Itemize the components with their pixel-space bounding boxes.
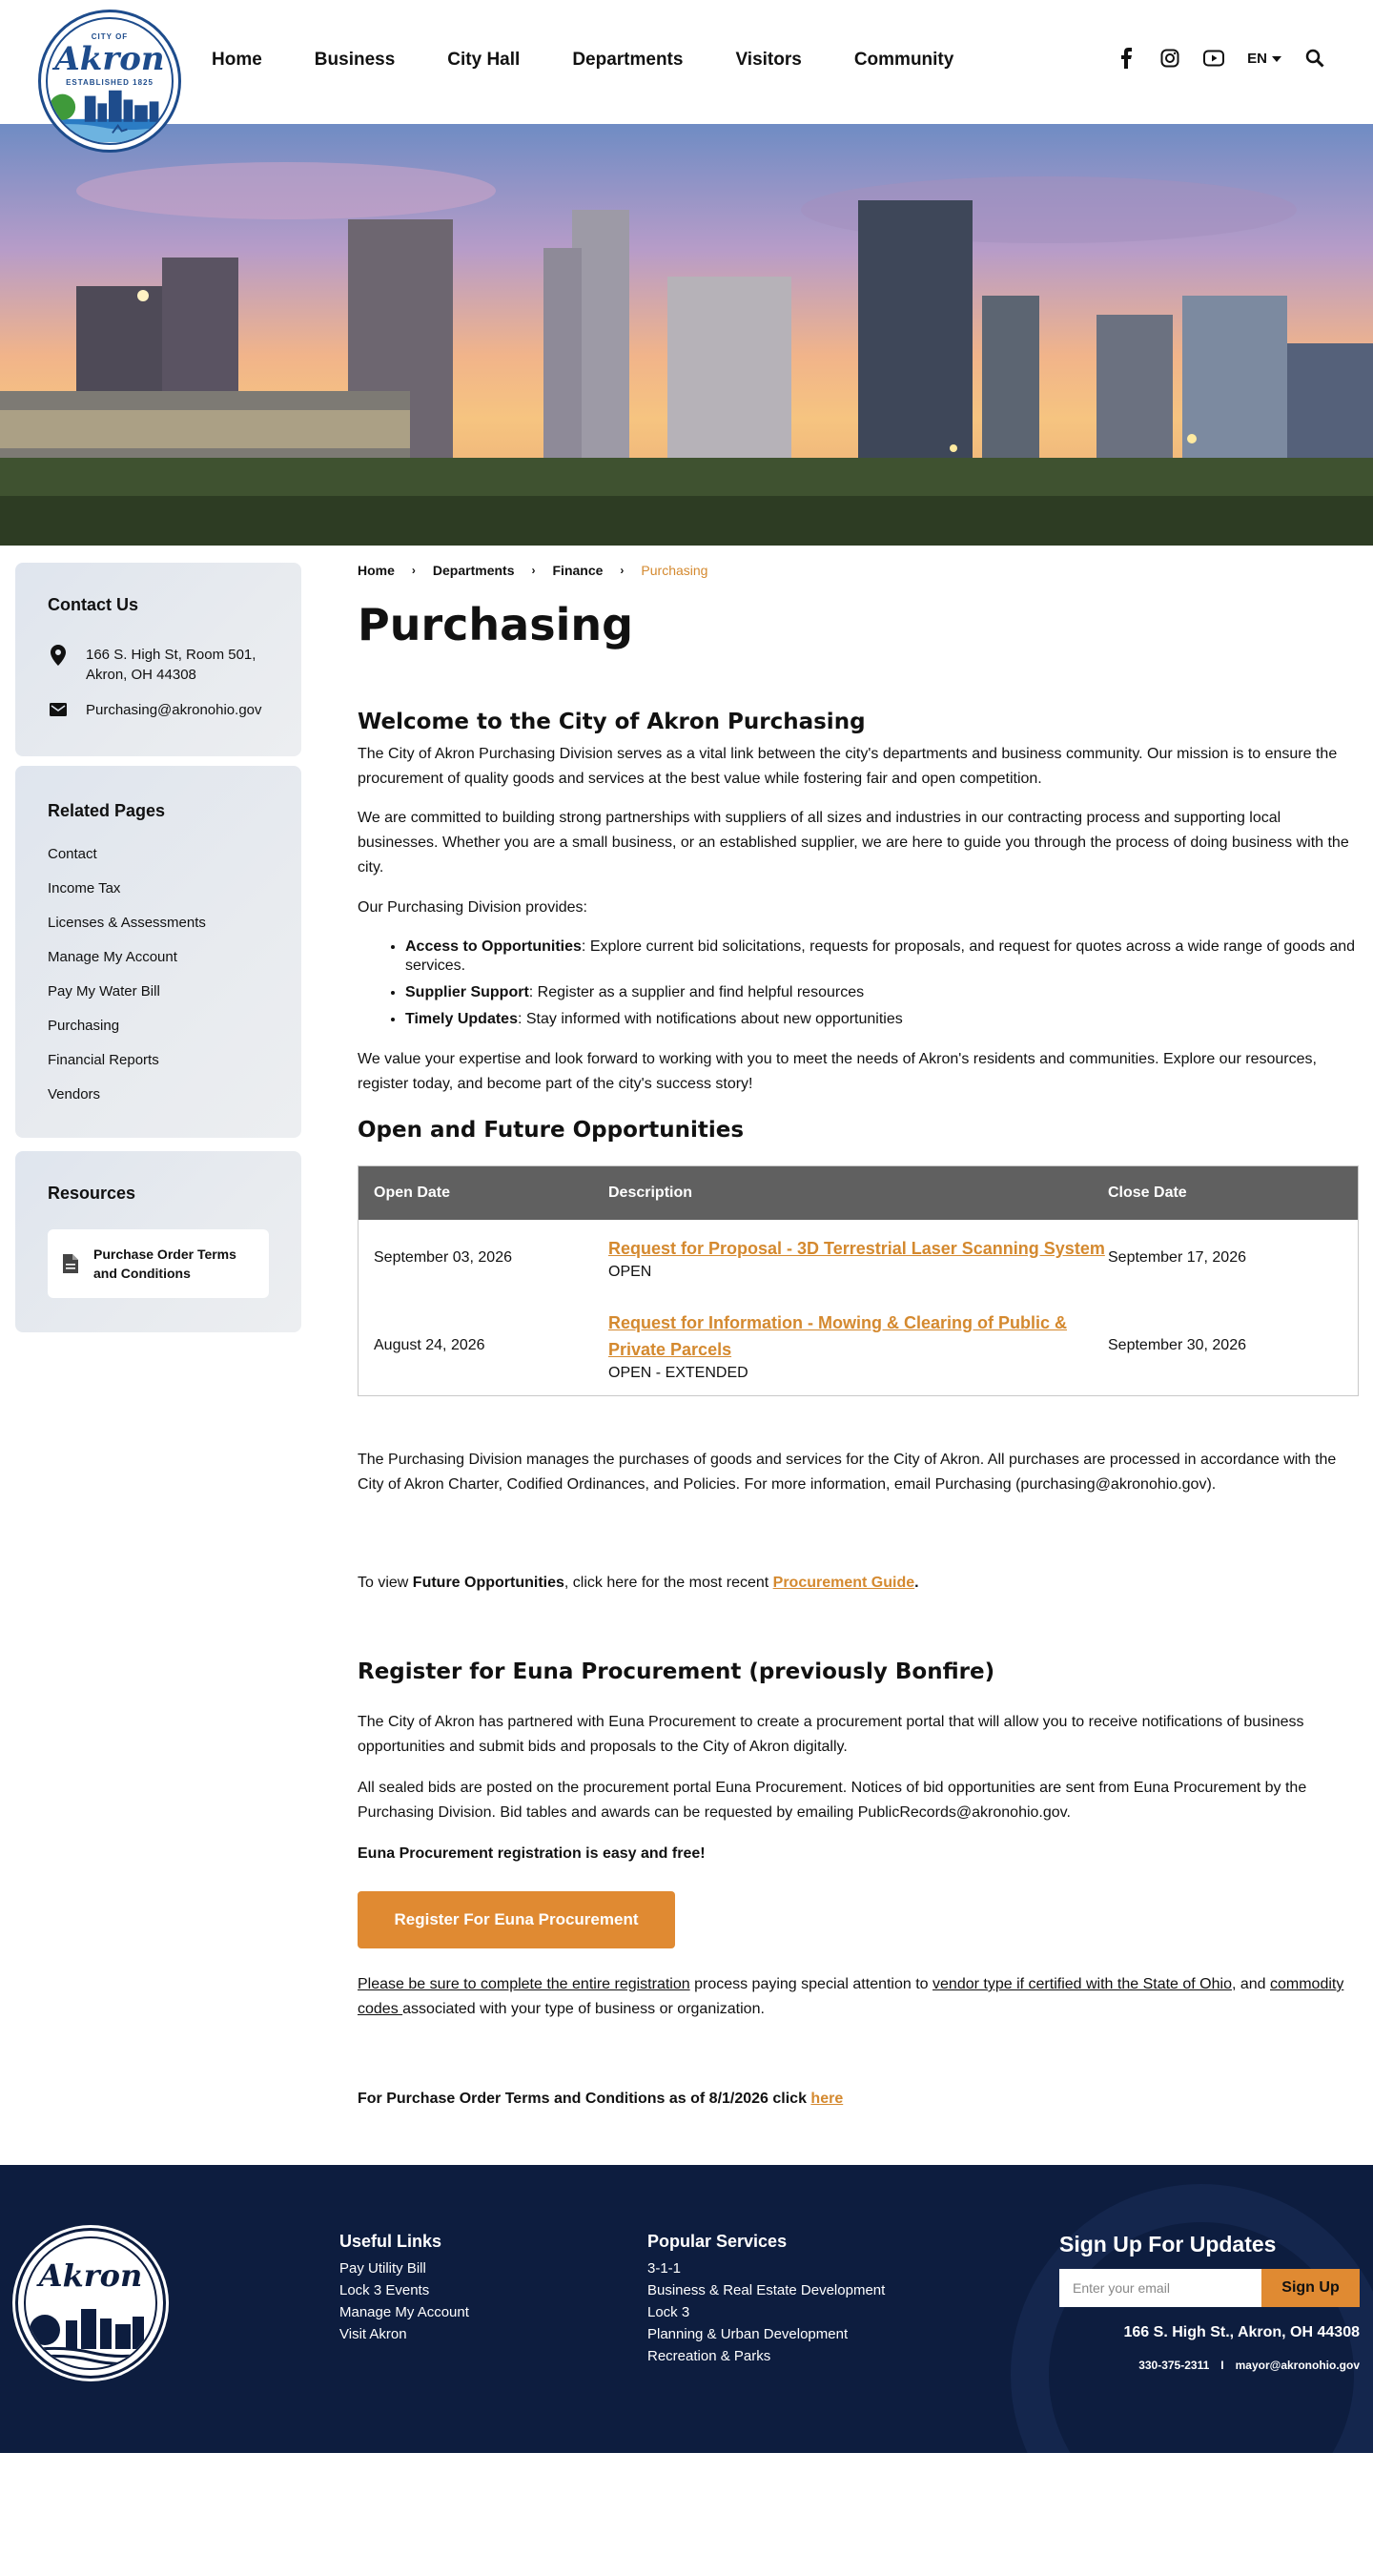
related-link-income-tax[interactable]: Income Tax — [48, 880, 121, 896]
table-header — [359, 1166, 1358, 1220]
footer-logo-word: Akron — [38, 2257, 143, 2294]
bullet-text: : Register as a supplier and find helpful resources — [528, 984, 865, 1000]
close-date-cell: September 30, 2026 — [1108, 1337, 1246, 1353]
footer-separator: I — [1220, 2359, 1224, 2372]
opportunity-status: OPEN — [608, 1264, 652, 1280]
future-mid: , click here for the most recent — [564, 1575, 773, 1591]
opportunities-heading: Open and Future Opportunities — [358, 1118, 745, 1143]
document-icon — [63, 1254, 78, 1273]
opportunity-status: OPEN - EXTENDED — [608, 1365, 748, 1381]
chevron-right-icon: › — [531, 564, 536, 577]
future-bold: Future Opportunities — [412, 1575, 564, 1591]
breadcrumb-departments[interactable]: Departments — [432, 563, 515, 578]
column-open-date: Open Date — [374, 1185, 451, 1201]
vendor-type-link[interactable]: vendor type if certified with the State of Ohio — [932, 1976, 1232, 1992]
terms-here-link[interactable]: here — [810, 2091, 844, 2107]
future-end: . — [914, 1575, 919, 1591]
contact-address — [48, 645, 256, 685]
logo-word: Akron — [54, 40, 165, 78]
bullet-text: : Stay informed with notifications about new opportunities — [517, 1011, 903, 1027]
welcome-paragraph-1: The City of Akron Purchasing Division serves as a vital link between the city's departments and business community. Our mission is to ensure the procurement of quality goods and services at the best value while fostering fair and open competition. — [358, 746, 1338, 787]
hero-skyline-graphic — [0, 124, 1373, 546]
registration-note — [358, 1972, 1359, 2022]
welcome-paragraph-2: We are committed to building strong partnerships with suppliers of all sizes and industries in our contracting process and supporting local businesses. Whether you are a small business, or an established supplier, we are here to guide you through the process of doing business with the city. — [358, 810, 1349, 876]
footer-link[interactable]: Business & Real Estate Development — [647, 2282, 886, 2298]
header-utilities — [1093, 48, 1325, 69]
table-row — [359, 1294, 1358, 1395]
terms-prefix: For Purchase Order Terms and Conditions as of 8/1/2026 click — [358, 2091, 811, 2107]
language-select[interactable] — [1247, 51, 1281, 67]
resources-title: Resources — [48, 1184, 136, 1203]
procurement-guide-link[interactable]: Procurement Guide — [772, 1575, 915, 1591]
welcome-heading: Welcome to the City of Akron Purchasing — [358, 710, 866, 734]
signup-title: Sign Up For Updates — [1059, 2232, 1277, 2257]
note-text-3: associated with your type of business or organization. — [402, 2001, 765, 2017]
provides-list — [405, 938, 1359, 1037]
footer-link[interactable]: Lock 3 Events — [339, 2282, 430, 2298]
related-link-licenses[interactable]: Licenses & Assessments — [48, 915, 206, 931]
breadcrumb-current: Purchasing — [641, 563, 708, 578]
note-text-2: , and — [1231, 1976, 1270, 1992]
related-link-contact[interactable]: Contact — [48, 846, 97, 862]
welcome-paragraph-3: Our Purchasing Division provides: — [358, 899, 587, 916]
related-link-water-bill[interactable]: Pay My Water Bill — [48, 983, 160, 999]
footer-email[interactable]: mayor@akronohio.gov — [1235, 2359, 1360, 2372]
note-text-1: process paying special attention to — [689, 1976, 933, 1992]
opportunity-link[interactable]: Request for Proposal - 3D Terrestrial Laser Scanning System — [608, 1239, 1105, 1258]
footer-link[interactable]: Visit Akron — [339, 2326, 407, 2342]
euna-heading: Register for Euna Procurement (previously Bonfire) — [358, 1659, 995, 1684]
youtube-icon[interactable] — [1203, 48, 1224, 69]
breadcrumb-home[interactable]: Home — [358, 563, 395, 578]
contact-email[interactable] — [48, 700, 262, 720]
list-item — [405, 1010, 1359, 1029]
related-pages-title: Related Pages — [48, 801, 166, 820]
site-footer — [0, 2165, 1373, 2453]
bullet-bold: Access to Opportunities — [405, 938, 582, 955]
related-link-manage-account[interactable]: Manage My Account — [48, 949, 177, 965]
useful-links-column — [339, 2232, 469, 2345]
chevron-down-icon — [1272, 56, 1281, 62]
contact-title: Contact Us — [48, 595, 139, 614]
popular-services-title: Popular Services — [647, 2232, 788, 2251]
footer-link[interactable]: Pay Utility Bill — [339, 2260, 426, 2277]
footer-phone[interactable]: 330-375-2311 — [1138, 2359, 1210, 2372]
nav-business[interactable]: Business — [314, 50, 396, 70]
welcome-paragraph-4: We value your expertise and look forward to working with you to meet the needs of Akron's residents and communities. Explore our resources, register today, and become part of the city's success story! — [358, 1051, 1317, 1092]
registration-link[interactable]: Please be sure to complete the entire registration — [358, 1976, 690, 1992]
page-title: Purchasing — [358, 599, 634, 650]
euna-paragraph-2: All sealed bids are posted on the procurement portal Euna Procurement. Notices of bid opportunities are sent from Euna Procurement by the Purchasing Division. Bid tables and awards can be requested by emailing PublicRecords@akronohio.gov. — [358, 1780, 1307, 1821]
resources-card — [15, 1151, 301, 1332]
address-line-1: 166 S. High St, Room 501, — [86, 647, 256, 663]
footer-link[interactable]: Recreation & Parks — [647, 2348, 771, 2364]
column-close-date: Close Date — [1108, 1185, 1187, 1201]
footer-logo[interactable] — [15, 2228, 166, 2379]
footer-link[interactable]: 3-1-1 — [647, 2260, 682, 2277]
table-row — [359, 1220, 1358, 1294]
popular-services-column — [647, 2232, 885, 2367]
resource-link-po-terms[interactable] — [48, 1229, 269, 1298]
logo-est-text: ESTABLISHED 1825 — [66, 78, 154, 87]
open-date-cell: September 03, 2026 — [374, 1249, 512, 1266]
opportunity-link[interactable]: Request for Information - Mowing & Clearing of Public & Private Parcels — [608, 1313, 1067, 1359]
related-link-purchasing[interactable]: Purchasing — [48, 1018, 120, 1034]
chevron-right-icon: › — [620, 564, 625, 577]
signup-form — [1059, 2269, 1360, 2307]
breadcrumb — [358, 563, 725, 578]
euna-paragraph-1: The City of Akron has partnered with Euna Procurement to create a procurement portal that will allow you to receive notifications of business opportunities and submit bids and proposals to the City of Akron digitally. — [358, 1714, 1304, 1755]
commodity-codes-link[interactable]: commodity codes — [358, 1976, 1344, 2017]
nav-departments[interactable]: Departments — [572, 50, 684, 70]
address-line-2: Akron, OH 44308 — [86, 667, 196, 683]
footer-logo-skyline — [26, 2301, 157, 2368]
terms-text — [358, 2087, 1359, 2112]
email-input[interactable]: Enter your email — [1059, 2269, 1261, 2307]
close-date-cell: September 17, 2026 — [1108, 1249, 1246, 1266]
contact-card — [15, 563, 301, 756]
footer-contacts — [1059, 2359, 1360, 2372]
future-prefix: To view — [358, 1575, 413, 1591]
hero-image — [0, 124, 1373, 546]
description-cell — [608, 1235, 1108, 1281]
bullet-bold: Supplier Support — [405, 984, 529, 1000]
main-nav — [212, 50, 1006, 71]
nav-visitors[interactable]: Visitors — [735, 50, 802, 70]
language-label: EN — [1247, 50, 1267, 67]
future-opportunities-text — [358, 1571, 1359, 1596]
footer-address: 166 S. High St., Akron, OH 44308 — [1123, 2324, 1360, 2340]
nav-city-hall[interactable]: City Hall — [447, 50, 521, 70]
euna-easy-text: Euna Procurement registration is easy and free! — [358, 1845, 706, 1862]
contact-email-text: Purchasing@akronohio.gov — [86, 702, 262, 718]
related-link-financial-reports[interactable]: Financial Reports — [48, 1052, 159, 1068]
opportunities-table — [358, 1165, 1359, 1396]
facebook-icon[interactable] — [1116, 48, 1137, 69]
signup-section — [1059, 2232, 1360, 2372]
list-item — [405, 938, 1359, 976]
logo-skyline-graphic — [48, 86, 172, 143]
resource-label: Purchase Order Terms and Conditions — [93, 1247, 236, 1281]
chevron-right-icon: › — [411, 564, 416, 577]
register-euna-button[interactable]: Register For Euna Procurement — [358, 1891, 675, 1948]
breadcrumb-finance[interactable]: Finance — [552, 563, 604, 578]
related-link-vendors[interactable]: Vendors — [48, 1086, 101, 1103]
footer-link[interactable]: Planning & Urban Development — [647, 2326, 849, 2342]
nav-community[interactable]: Community — [853, 50, 954, 70]
instagram-icon[interactable] — [1159, 48, 1180, 69]
footer-link[interactable]: Lock 3 — [647, 2304, 690, 2320]
nav-home[interactable]: Home — [212, 50, 262, 70]
signup-button[interactable]: Sign Up — [1261, 2269, 1360, 2307]
footer-link[interactable]: Manage My Account — [339, 2304, 469, 2320]
related-pages-card — [15, 766, 301, 1138]
description-cell — [608, 1309, 1108, 1382]
column-description: Description — [608, 1185, 693, 1201]
purchasing-note: The Purchasing Division manages the purchases of goods and services for the City of Akron. All purchases are processed in accordance with the City of Akron Charter, Codified Ordinances, and Policies. For more information, email Purchasing (purchasing@akronohio.gov). — [358, 1452, 1337, 1493]
logo-top-text: CITY OF — [91, 32, 129, 41]
mail-icon — [48, 700, 69, 716]
search-icon[interactable] — [1304, 48, 1325, 69]
site-header — [0, 0, 1373, 124]
list-item — [405, 983, 1359, 1002]
bullet-bold: Timely Updates — [405, 1011, 518, 1027]
bullet-text: : Explore current bid solicitations, requests for proposals, and request for quotes across a wide range of goods and services. — [405, 938, 1356, 974]
open-date-cell: August 24, 2026 — [374, 1337, 485, 1353]
city-logo[interactable] — [38, 10, 181, 153]
location-pin-icon — [48, 645, 69, 666]
related-pages-list — [48, 846, 206, 1121]
useful-links-title: Useful Links — [339, 2232, 442, 2251]
